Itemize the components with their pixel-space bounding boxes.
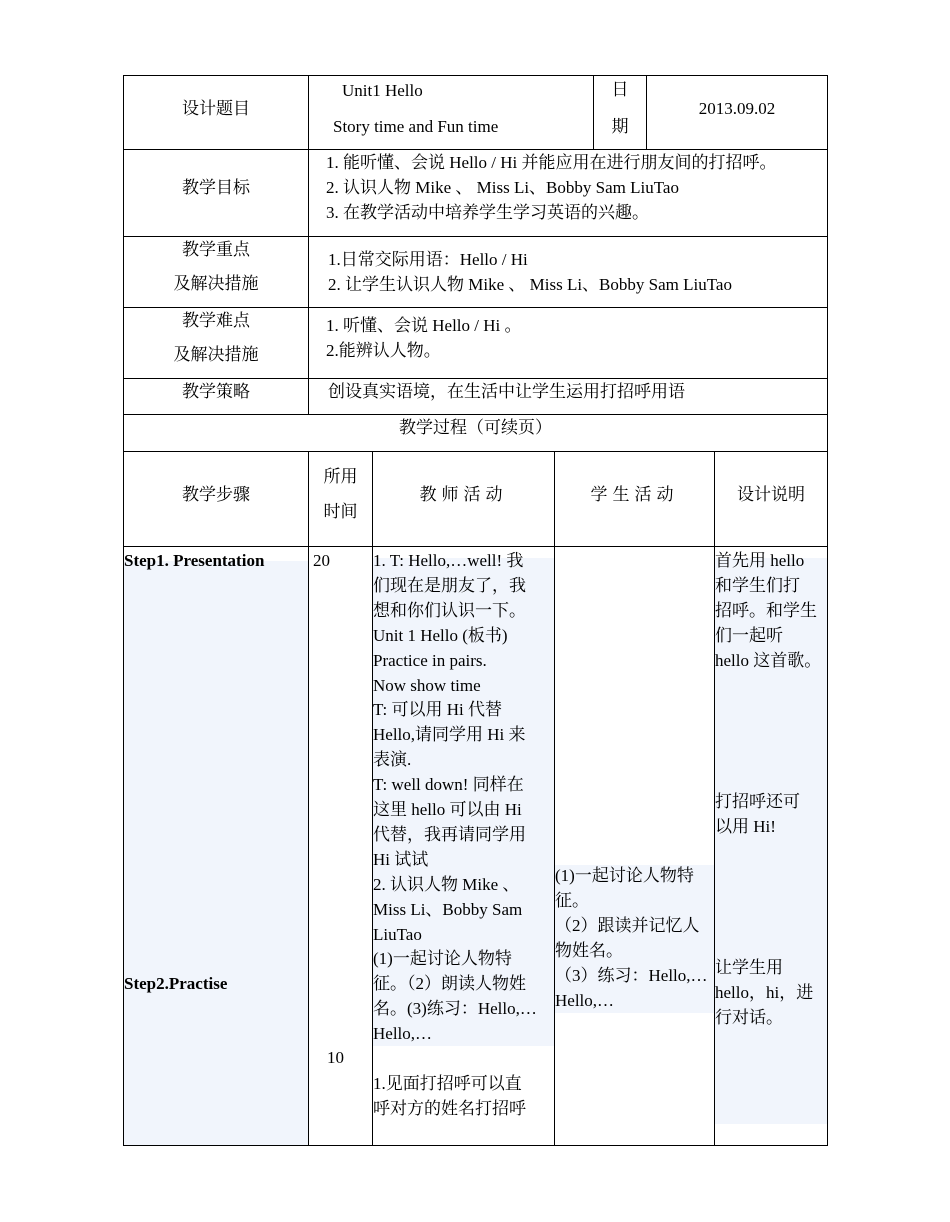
date-label-char-2: 期 [611,117,629,136]
teacher-activity-line: (1)一起讨论人物特 [373,949,512,969]
teacher-activity-line: 呼对方的姓名打招呼 [373,1098,526,1118]
difficulty-item: 1. 听懂、会说 Hello / Hi 。 [326,316,522,335]
topic-line-1: Unit1 Hello [342,81,423,100]
steps-col-divider [308,451,309,1146]
student-activity-line: （2）跟读并记忆人 [555,915,700,935]
teacher-activity-line: 征。（2）朗读人物姓 [373,974,526,994]
teacher-activity-line: 2. 认识人物 Mike 、 [373,874,520,894]
teacher-activity-line: LiuTao [373,924,422,944]
key-point-item: 2. 让学生认识人物 Mike 、 Miss Li、Bobby Sam LiuTao [328,275,732,294]
step-time: 20 [313,551,330,570]
design-note-line: 首先用 hello [715,551,805,570]
teacher-activity-line: Hello,… [373,1024,433,1044]
teacher-activity-line: T: 可以用 Hi 代替 [373,700,503,720]
teacher-activity-line: 1. T: Hello,…well! 我 [373,551,524,570]
table-border-bottom [123,1145,828,1146]
strategy-label: 教学策略 [182,382,250,401]
date-value: 2013.09.02 [698,99,776,118]
key-points-label-1: 教学重点 [182,240,250,259]
objectives-label: 教学目标 [182,178,250,197]
student-activity-line: 征。 [555,890,589,910]
col-header-student: 学生活动 [590,485,679,504]
teacher-activity-line: 表演. [373,750,412,770]
design-note-line: 行对话。 [715,1007,783,1027]
teacher-activity-line: 们现在是朋友了，我 [373,575,526,595]
teacher-activity-line: 1.见面打招呼可以直 [373,1073,522,1093]
col-header-teacher: 教师活动 [419,485,508,504]
teacher-col-divider [554,451,555,1146]
design-note-line: hello，hi，进 [715,982,814,1002]
teacher-activity-line: Unit 1 Hello (板书) [373,625,508,645]
design-note-line: 招呼。和学生 [715,600,817,620]
label-col-divider [308,75,309,415]
student-activity-line: （3）练习：Hello,… [555,965,708,985]
design-note-line: hello 这首歌。 [715,650,822,670]
strategy-value: 创设真实语境，在生活中让学生运用打招呼用语 [328,382,685,401]
teacher-activity-line: Now show time [373,675,481,695]
design-note-line: 以用 Hi! [715,816,776,836]
teacher-activity-line: Hi 试试 [373,849,429,869]
student-activity-line: Hello,… [555,990,615,1010]
difficulty-item: 2.能辨认人物。 [326,341,441,360]
student-activity-line: 物姓名。 [555,940,623,960]
teacher-activity-line: 名。(3)练习：Hello,… [373,999,537,1019]
teacher-activity-line: 这里 hello 可以由 Hi [373,800,522,819]
col-header-steps: 教学步骤 [182,485,250,504]
teacher-activity-line: Practice in pairs. [373,650,487,670]
table-border-right [827,75,828,1146]
process-title: 教学过程（可续页） [399,418,552,437]
steps-shading [124,561,308,1145]
student-activity-line: (1)一起讨论人物特 [555,866,694,885]
row-divider [123,451,828,452]
difficulties-label-1: 教学难点 [182,311,250,330]
objective-item: 3. 在教学活动中培养学生学习英语的兴趣。 [326,203,649,222]
col-header-time-1: 所用 [323,467,358,486]
step-name: Step2.Practise [124,974,228,993]
design-note-line: 打招呼还可 [715,792,800,811]
col-header-time-2: 时间 [323,502,358,521]
table-border-top [123,75,828,76]
objective-item: 1. 能听懂、会说 Hello / Hi 并能应用在进行朋友间的打招呼。 [326,153,777,172]
key-point-item: 1.日常交际用语：Hello / Hi [328,250,528,269]
design-note-line: 们一起听 [715,625,783,645]
col-header-design: 设计说明 [737,485,805,504]
key-points-label-2: 及解决措施 [173,274,259,293]
teacher-activity-line: 想和你们认识一下。 [373,600,526,620]
date-label-char-1: 日 [611,80,629,99]
teacher-activity-line: T: well down! 同样在 [373,775,524,795]
teacher-activity-line: Hello,请同学用 Hi 来 [373,725,526,745]
objective-item: 2. 认识人物 Mike 、 Miss Li、Bobby Sam LiuTao [326,178,679,197]
step-time: 10 [327,1048,344,1067]
design-note-line: 让学生用 [715,958,783,977]
row-divider [123,546,828,547]
teacher-activity-line: 代替，我再请同学用 [373,824,526,844]
design-note-line: 和学生们打 [715,575,800,595]
topic-label: 设计题目 [182,99,250,118]
teacher-activity-line: Miss Li、Bobby Sam [373,899,523,919]
topic-line-2: Story time and Fun time [333,117,499,136]
difficulties-label-2: 及解决措施 [173,345,259,364]
step-name: Step1. Presentation [124,551,265,570]
